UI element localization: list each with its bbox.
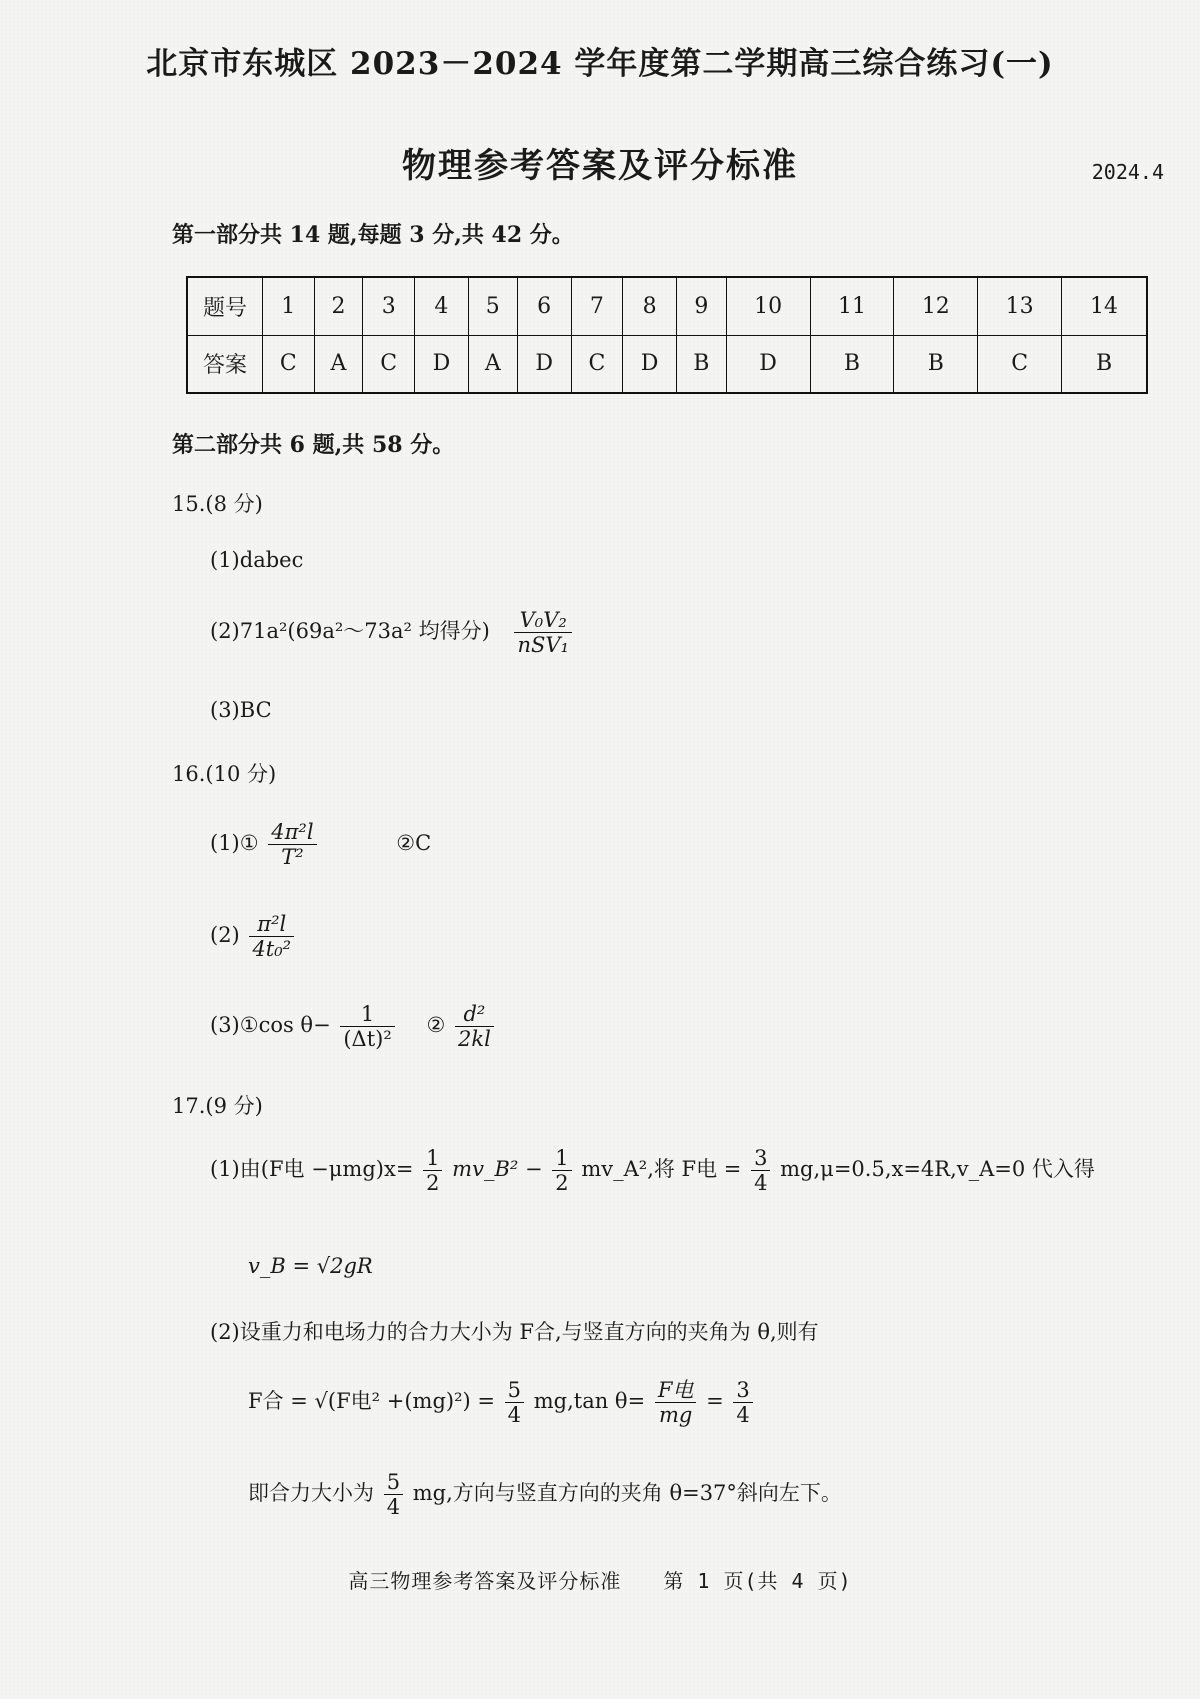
equation-text: mg,μ=0.5,x=4R,v_A=0 代入得 (780, 1157, 1095, 1182)
fraction-numerator: 5 (505, 1378, 524, 1403)
q15-a2-prefix: (2) (210, 619, 240, 644)
document-title: 北京市东城区 2023－2024 学年度第二学期高三综合练习(一) (146, 46, 1054, 82)
fraction-numerator: 1 (552, 1146, 571, 1171)
equation-text: = (706, 1389, 724, 1414)
table-cell: C (263, 335, 315, 393)
q16-a3-fraction-2 (455, 1002, 494, 1051)
q15-answer-2 (210, 608, 575, 657)
fraction-denominator: 4 (507, 1403, 522, 1428)
fraction-denominator: 2 (426, 1171, 440, 1196)
fraction-denominator: T² (281, 845, 304, 870)
q17-part2-intro: (2)设重力和电场力的合力大小为 F合,与竖直方向的夹角为 θ,则有 (210, 1320, 819, 1344)
fraction-denominator: 4 (386, 1495, 401, 1520)
fraction-denominator: mg (658, 1403, 693, 1428)
part1-heading: 第一部分共 14 题,每题 3 分,共 42 分。 (172, 222, 574, 248)
table-cell: 10 (726, 277, 810, 335)
q17-part2-equation (248, 1378, 756, 1427)
page-footer: 高三物理参考答案及评分标准 第 1 页(共 4 页) (348, 1569, 852, 1593)
equation-text: mg,tan θ= (533, 1389, 646, 1414)
q17-part2-conclusion (248, 1470, 842, 1519)
q16-a3-prefix: (3)①cos θ− (210, 1013, 331, 1038)
q16-a2-prefix: (2) (210, 923, 240, 948)
equation-text: F合 = √(F电² +(mg)²) = (248, 1389, 495, 1414)
fraction-denominator: nSV₁ (517, 633, 569, 658)
table-cell: 4 (414, 277, 468, 335)
table-cell: D (726, 335, 810, 393)
fraction-numerator: F电 (655, 1378, 697, 1403)
q16-a1-prefix: (1)① (210, 831, 259, 856)
q17-part1-result: v_B = √2gR (248, 1254, 373, 1278)
table-cell: D (517, 335, 571, 393)
table-cell: C (978, 335, 1062, 393)
conclusion-text: 即合力大小为 (248, 1481, 374, 1506)
fraction (505, 1378, 524, 1427)
fraction-numerator: 4π²l (268, 820, 316, 845)
table-cell: B (1062, 335, 1147, 393)
table-cell: 2 (314, 277, 363, 335)
fraction-numerator: 5 (384, 1470, 403, 1495)
equation-text: mv_B² − (452, 1157, 543, 1182)
row-label-answer: 答案 (187, 335, 263, 393)
table-row-numbers (187, 277, 1147, 335)
q16-a1-second: ②C (396, 831, 432, 856)
table-cell: 8 (623, 277, 677, 335)
fraction-numerator: V₀V₂ (514, 608, 572, 633)
fraction-denominator: 2 (555, 1171, 569, 1196)
fraction-numerator: 1 (340, 1002, 394, 1027)
q16-label: 16.(10 分) (172, 762, 277, 786)
answer-table (186, 276, 1148, 394)
fraction (751, 1146, 770, 1195)
fraction-denominator: (Δt)² (343, 1027, 392, 1052)
table-cell: 11 (810, 277, 894, 335)
table-cell: B (810, 335, 894, 393)
fraction (733, 1378, 752, 1427)
fraction (384, 1470, 403, 1519)
fraction-denominator: 2kl (457, 1027, 491, 1052)
fraction-denominator: 4 (754, 1171, 768, 1196)
table-cell: 5 (468, 277, 517, 335)
table-cell: B (894, 335, 978, 393)
table-cell: 6 (517, 277, 571, 335)
fraction (655, 1378, 697, 1427)
q16-answer-3 (210, 1002, 497, 1051)
q15-answer-1: (1)dabec (210, 548, 304, 572)
q17-part1-equation (210, 1146, 1095, 1195)
q15-label: 15.(8 分) (172, 492, 263, 516)
document-date: 2024.4 (1091, 160, 1164, 184)
q15-a2-fraction (514, 608, 572, 657)
equation-text: (1)由(F电 −μmg)x= (210, 1157, 414, 1182)
q16-a3-second: ② (426, 1013, 446, 1038)
table-cell: 9 (677, 277, 727, 335)
fraction-numerator: d² (455, 1002, 494, 1027)
fraction-numerator: 3 (751, 1146, 770, 1171)
q16-a3-fraction (340, 1002, 394, 1051)
q15-a2-text: 71a²(69a²～73a² 均得分) (239, 619, 490, 644)
table-cell: 1 (263, 277, 315, 335)
fraction-denominator: 4 (736, 1403, 750, 1428)
table-cell: A (314, 335, 363, 393)
q16-a2-fraction (249, 912, 294, 961)
fraction-numerator: 3 (733, 1378, 752, 1403)
q15-answer-3: (3)BC (210, 698, 272, 722)
row-label-number: 题号 (187, 277, 263, 335)
q16-a1-fraction (268, 820, 316, 869)
fraction-denominator: 4t₀² (252, 937, 292, 962)
conclusion-text: mg,方向与竖直方向的夹角 θ=37°斜向左下。 (412, 1481, 842, 1506)
table-cell: B (677, 335, 727, 393)
table-cell: A (468, 335, 517, 393)
fraction-numerator: π²l (249, 912, 294, 937)
q17-label: 17.(9 分) (172, 1094, 263, 1118)
table-cell: 12 (894, 277, 978, 335)
fraction (423, 1146, 442, 1195)
table-cell: C (571, 335, 623, 393)
table-cell: D (414, 335, 468, 393)
fraction-numerator: 1 (423, 1146, 442, 1171)
table-row-answers (187, 335, 1147, 393)
q16-answer-1 (210, 820, 431, 869)
equation-text: mv_A²,将 F电 = (581, 1157, 742, 1182)
table-cell: 13 (978, 277, 1062, 335)
document-subtitle: 物理参考答案及评分标准 (402, 146, 798, 186)
table-cell: 14 (1062, 277, 1147, 335)
q16-answer-2 (210, 912, 297, 961)
table-cell: D (623, 335, 677, 393)
table-cell: 3 (363, 277, 415, 335)
fraction (552, 1146, 571, 1195)
part2-heading: 第二部分共 6 题,共 58 分。 (172, 432, 455, 458)
table-cell: 7 (571, 277, 623, 335)
table-cell: C (363, 335, 415, 393)
